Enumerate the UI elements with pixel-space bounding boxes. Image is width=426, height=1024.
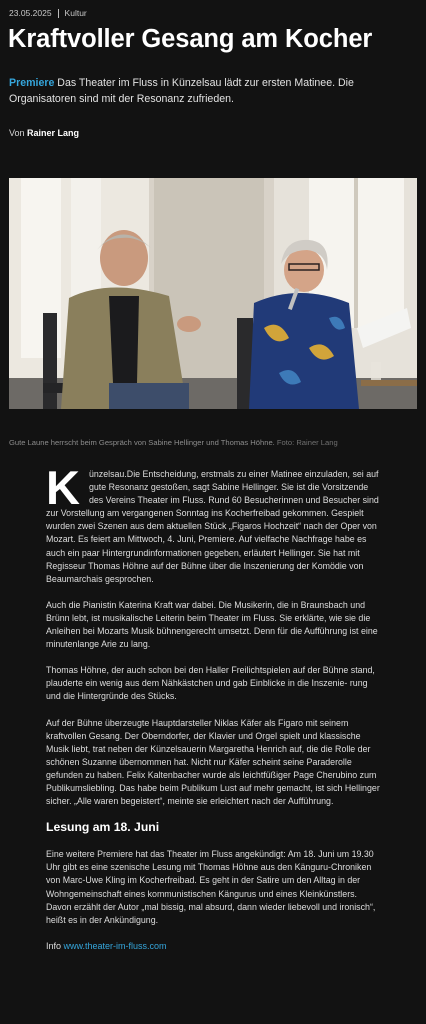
- photo-illustration: [9, 178, 417, 409]
- author-prefix: Von: [9, 128, 28, 138]
- article-meta: [9, 8, 87, 18]
- info-label: Info: [46, 940, 64, 951]
- meta-divider: [58, 9, 59, 18]
- paragraph-3: Thomas Höhne, der auch schon bei den Haller Freilichtspielen auf der Bühne stand, plauderte ein wenig aus dem Nähkästchen und gab Einblicke in die Inszenie- rung und die Hintergründe des Stücks.: [46, 665, 375, 702]
- article-author: [9, 128, 79, 138]
- caption-credit: Foto: Rainer Lang: [276, 438, 338, 447]
- info-line: [46, 940, 382, 953]
- drop-cap: K: [46, 461, 80, 514]
- article-category[interactable]: Kultur: [64, 8, 87, 18]
- section-subheading: Lesung am 18. Juni: [46, 820, 160, 835]
- article-headline: Kraftvoller Gesang am Kocher: [8, 25, 373, 53]
- paragraph-2: Auch die Pianistin Katerina Kraft war dabei. Die Musikerin, die in Braunsbach und Brünn lebt, ist musikalische Leiterin beim Theater im Fluss. Sie erklärte, wie sie die Anleihen bei Mozarts Musik bühnengerecht umsetzt. Denn für die Aufführung ist eine minutenlange Arie zu lang.: [46, 599, 378, 650]
- teaser-text: Das Theater im Fluss in Künzelsau lädt zur ersten Matinee. Die Organisatoren sind mit der Resonanz zufrieden.: [9, 77, 354, 105]
- paragraph-1-text: ünzelsau.Die Entscheidung, erstmals zu einer Matinee einzuladen, sei auf gute Resonanz gestoßen, sagt Sabine Hellinger. Sie ist die Vorsitzende des Vereins Theater im Fluss. Rund 60 Besucherinnen und Besucher sind zur Vorstellung am vergangenen Sonntag ins Kocherfreibad gekommen. Gespielt wurden zwei Szenen aus dem aktuellen Stück „Figaros Hochzeit“ nach der Oper von Mozart. Es feiert am Mittwoch, 4. Juni, Premiere. Auf vielfache Nachfrage habe es auch ein paar Hintergrundinformationen gegeben, erläutert Hellinger. Sie hat mit Regisseur Thomas Höhne auf der Bühne über die Inszenierung der Komödie von Beaumarchais gesprochen.: [46, 469, 379, 584]
- article-photo[interactable]: [9, 178, 417, 409]
- article-body: [46, 461, 382, 966]
- teaser-kicker: Premiere: [9, 77, 55, 89]
- photo-caption: [9, 438, 419, 447]
- caption-text: Gute Laune herrscht beim Gespräch von Sabine Hellinger und Thomas Höhne.: [9, 438, 277, 447]
- article-teaser: [9, 75, 409, 107]
- info-link[interactable]: www.theater-im-fluss.com: [63, 940, 167, 951]
- author-name[interactable]: Rainer Lang: [27, 128, 80, 138]
- article-date: 23.05.2025: [9, 8, 52, 18]
- paragraph-1: [46, 461, 382, 586]
- paragraph-4: Auf der Bühne überzeugte Hauptdarsteller Niklas Käfer als Figaro mit seinem kraftvollen Gesang. Der Oberndorfer, der Klavier und Orgel spielt und klassische Musik liebt, trat neben der Künzelsauerin Margaretha Henrich auf, die die Rolle der schönen Suzanne übernommen hat. Nicht nur Käfer scheint seine Paraderolle gefunden zu haben. Felix Kaltenbacher wurde als leichtfüßiger Page Cherubino zum Publikumsliebling. Das habe beim Publikum Lust auf mehr gemacht, ist sich Hellinger sicher. „Alle waren begeistert“, meinte sie erleichtert nach der Aufführung.: [46, 717, 380, 807]
- paragraph-5: Eine weitere Premiere hat das Theater im Fluss angekündigt: Am 18. Juni um 19.30 Uhr gibt es eine szenische Lesung mit Thomas Höhne aus den Känguru-Chroniken von Marc-Uwe Kling im Kocherfreibad. Es geht in der Satire um den Alltag in der Wohngemeinschaft eines kommunistischen Kängurus und eines Kleinkünstlers. Davon erzählt der Autor „mal bissig, mal absurd, dann wieder liebevoll und ironisch“, heißt es in der Ankündigung.: [46, 849, 376, 925]
